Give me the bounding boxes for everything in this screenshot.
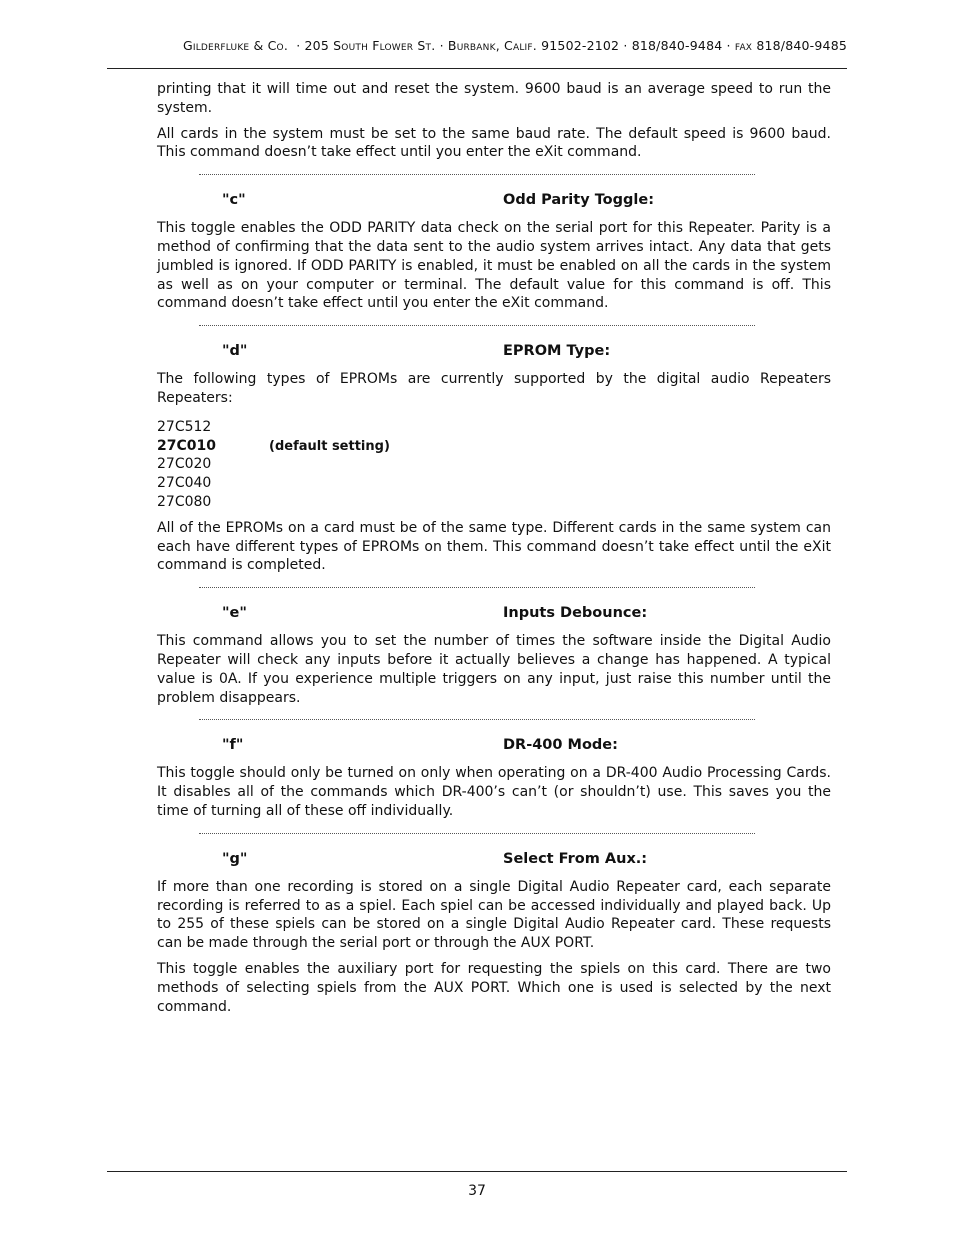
section-divider [199, 719, 755, 720]
section-divider [199, 833, 755, 834]
command-key: "g" [222, 850, 248, 867]
command-heading-g [157, 850, 831, 870]
section-d-after-paragraph: All of the EPROMs on a card must be of the same type. Different cards in the same system can each have different types of EPROMs on them. This command doesn’t take effect until the eXit command is completed. [157, 519, 831, 574]
company-name: Gilderfluke & Co. [182, 38, 288, 53]
section-e-paragraph: This command allows you to set the number of times the software inside the Digital Audio Repeater will check any inputs before it actually believes a change has happened. A typical value is 0A. If you experience multiple triggers on any input, just raise this number until the problem disappears. [157, 633, 831, 706]
command-heading-c [157, 191, 831, 211]
command-heading-e [157, 604, 831, 624]
command-key: "c" [222, 192, 246, 209]
section-g-paragraph-1: If more than one recording is stored on a single Digital Audio Repeater card, each separate recording is referred to as a spiel. Each spiel can be accessed individually and played back. Up to 255 of these spiels can be stored on a single Digital Audio Repeater card. These requests can be made through the serial port or through the AUX PORT. [157, 878, 831, 952]
command-key: "f" [222, 737, 244, 754]
section-divider [199, 587, 755, 588]
list-item [157, 493, 831, 512]
list-item [157, 437, 831, 456]
company-address: · 205 South Flower St. · Burbank, Calif. 91502-2102 · 818/840-9484 · fax 818/840-9485 [296, 38, 847, 53]
list-item [157, 418, 831, 437]
eprom-name: 27C080 [157, 493, 212, 510]
section-f-paragraph: This toggle should only be turned on only when operating on a DR-400 Audio Processing Cards. It disables all of the commands which DR-400’s can’t (or shouldn’t) use. This saves you the time of turning all of these off individually. [157, 765, 831, 819]
intro-paragraph-2: All cards in the system must be set to the same baud rate. The default speed is 9600 baud. This command doesn’t take effect until you enter the eXit command. [157, 125, 831, 161]
command-title: Odd Parity Toggle: [503, 192, 654, 209]
page-content [157, 80, 831, 1023]
eprom-name: 27C040 [157, 475, 212, 492]
list-item [157, 455, 831, 474]
section-d-paragraph: The following types of EPROMs are currently supported by the digital audio Repeaters Repeaters: [157, 371, 831, 406]
list-item [157, 474, 831, 493]
page-number: 37 [468, 1183, 486, 1199]
section-g-paragraph-2: This toggle enables the auxiliary port for requesting the spiels on this card. There are two methods of selecting spiels from the AUX PORT. Which one is used is selected by the next command. [157, 960, 831, 1015]
section-divider [199, 325, 755, 326]
command-key: "e" [222, 605, 247, 622]
intro-paragraph-1: printing that it will time out and reset the system. 9600 baud is an average speed to run the system. [157, 81, 831, 116]
eprom-list [157, 418, 831, 512]
page-footer [107, 1171, 847, 1199]
command-title: Inputs Debounce: [503, 605, 648, 622]
command-heading-f [157, 736, 831, 756]
eprom-name: 27C512 [157, 418, 212, 435]
eprom-name: 27C010 [157, 437, 216, 454]
eprom-name: 27C020 [157, 456, 212, 473]
section-divider [199, 174, 755, 175]
default-note: (default setting) [269, 438, 390, 454]
command-title: Select From Aux.: [503, 850, 648, 867]
command-title: DR-400 Mode: [503, 737, 618, 754]
command-heading-d [157, 342, 831, 362]
command-key: "d" [222, 343, 248, 360]
page-header [107, 38, 847, 69]
command-title: EPROM Type: [503, 343, 611, 360]
section-c-paragraph: This toggle enables the ODD PARITY data check on the serial port for this Repeater. Parity is a method of confirming that the data sent to the audio system arrives intact. Any data that gets jumbled is ignored. If ODD PARITY is enabled, it must be enabled on all the cards in the system as well as on your computer or terminal. The default value for this command is off. This command doesn’t take effect until you enter the eXit command. [157, 220, 831, 312]
